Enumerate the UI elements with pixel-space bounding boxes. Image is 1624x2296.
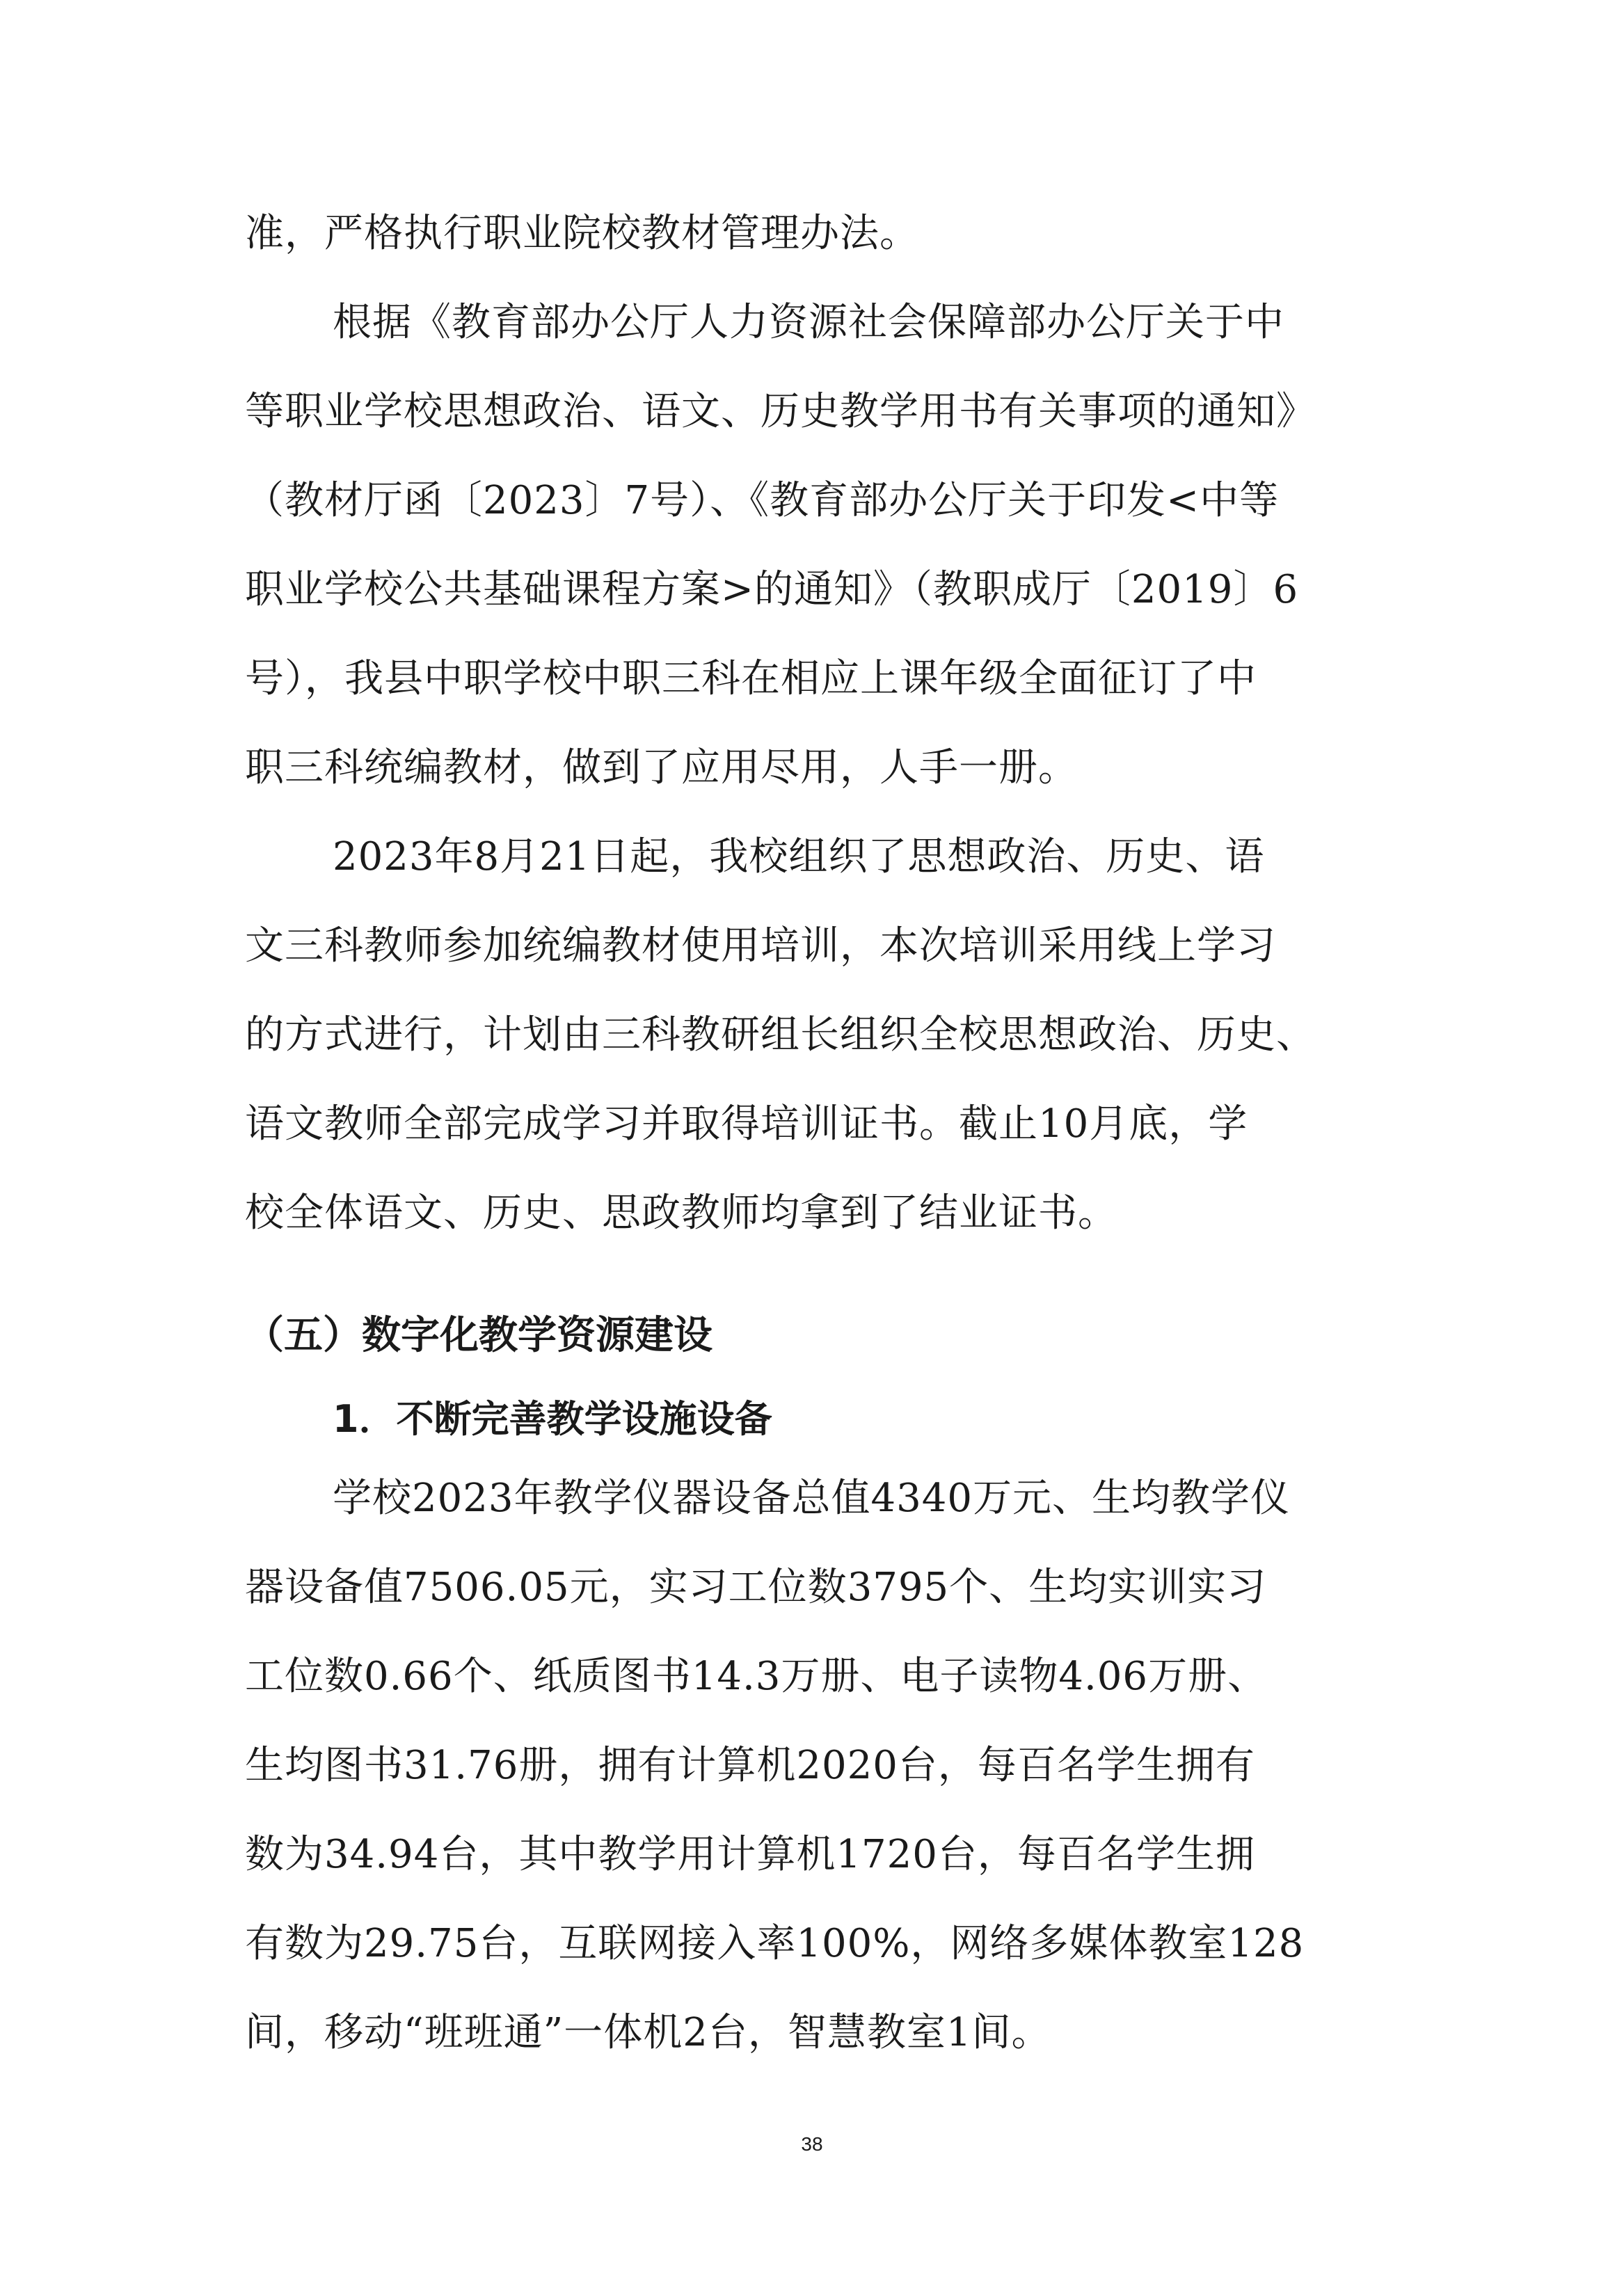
paragraph-line: 职业学校公共基础课程方案>的通知》（教职成厅〔2019〕6	[245, 567, 1299, 612]
paragraph-line: 语文教师全部完成学习并取得培训证书。截止10月底，学	[245, 1101, 1248, 1147]
paragraph-line: 文三科教师参加统编教材使用培训，本次培训采用线上学习	[245, 923, 1276, 968]
page-number: 38	[801, 2133, 823, 2155]
paragraph-line: 准，严格执行职业院校教材管理办法。	[245, 211, 919, 256]
paragraph-line: （教材厅函〔2023〕7号）、《教育部办公厅关于印发<中等	[245, 478, 1280, 523]
paragraph-line: 的方式进行，计划由三科教研组长组织全校思想政治、历史、	[245, 1012, 1316, 1058]
paragraph-line: 有数为29.75台，互联网接入率100%，网络多媒体教室128	[245, 1921, 1305, 1966]
paragraph-line: 2023年8月21日起，我校组织了思想政治、历史、语	[333, 834, 1265, 879]
paragraph-line: 等职业学校思想政治、语文、历史教学用书有关事项的通知》	[245, 389, 1316, 434]
paragraph-line: 工位数0.66个、纸质图书14.3万册、电子读物4.06万册、	[245, 1654, 1268, 1699]
paragraph-line: 数为34.94台，其中教学用计算机1720台，每百名学生拥	[245, 1832, 1255, 1877]
paragraph-line: 生均图书31.76册，拥有计算机2020台，每百名学生拥有	[245, 1743, 1255, 1788]
paragraph-line: 间，移动“班班通”一体机2台，智慧教室1间。	[245, 2010, 1051, 2055]
paragraph-line: 学校2023年教学仪器设备总值4340万元、生均教学仪	[333, 1476, 1291, 1521]
paragraph-line: 校全体语文、历史、思政教师均拿到了结业证书。	[245, 1190, 1117, 1236]
subsection-heading: 1．不断完善教学设施设备	[333, 1397, 772, 1441]
paragraph-line: 根据《教育部办公厅人力资源社会保障部办公厅关于中	[333, 300, 1284, 345]
paragraph-line: 职三科统编教材，做到了应用尽用，人手一册。	[245, 745, 1078, 790]
paragraph-line: 器设备值7506.05元，实习工位数3795个、生均实训实习	[245, 1565, 1267, 1610]
paragraph-line: 号），我县中职学校中职三科在相应上课年级全面征订了中	[245, 656, 1257, 701]
section-heading: （五）数字化教学资源建设	[245, 1313, 713, 1358]
